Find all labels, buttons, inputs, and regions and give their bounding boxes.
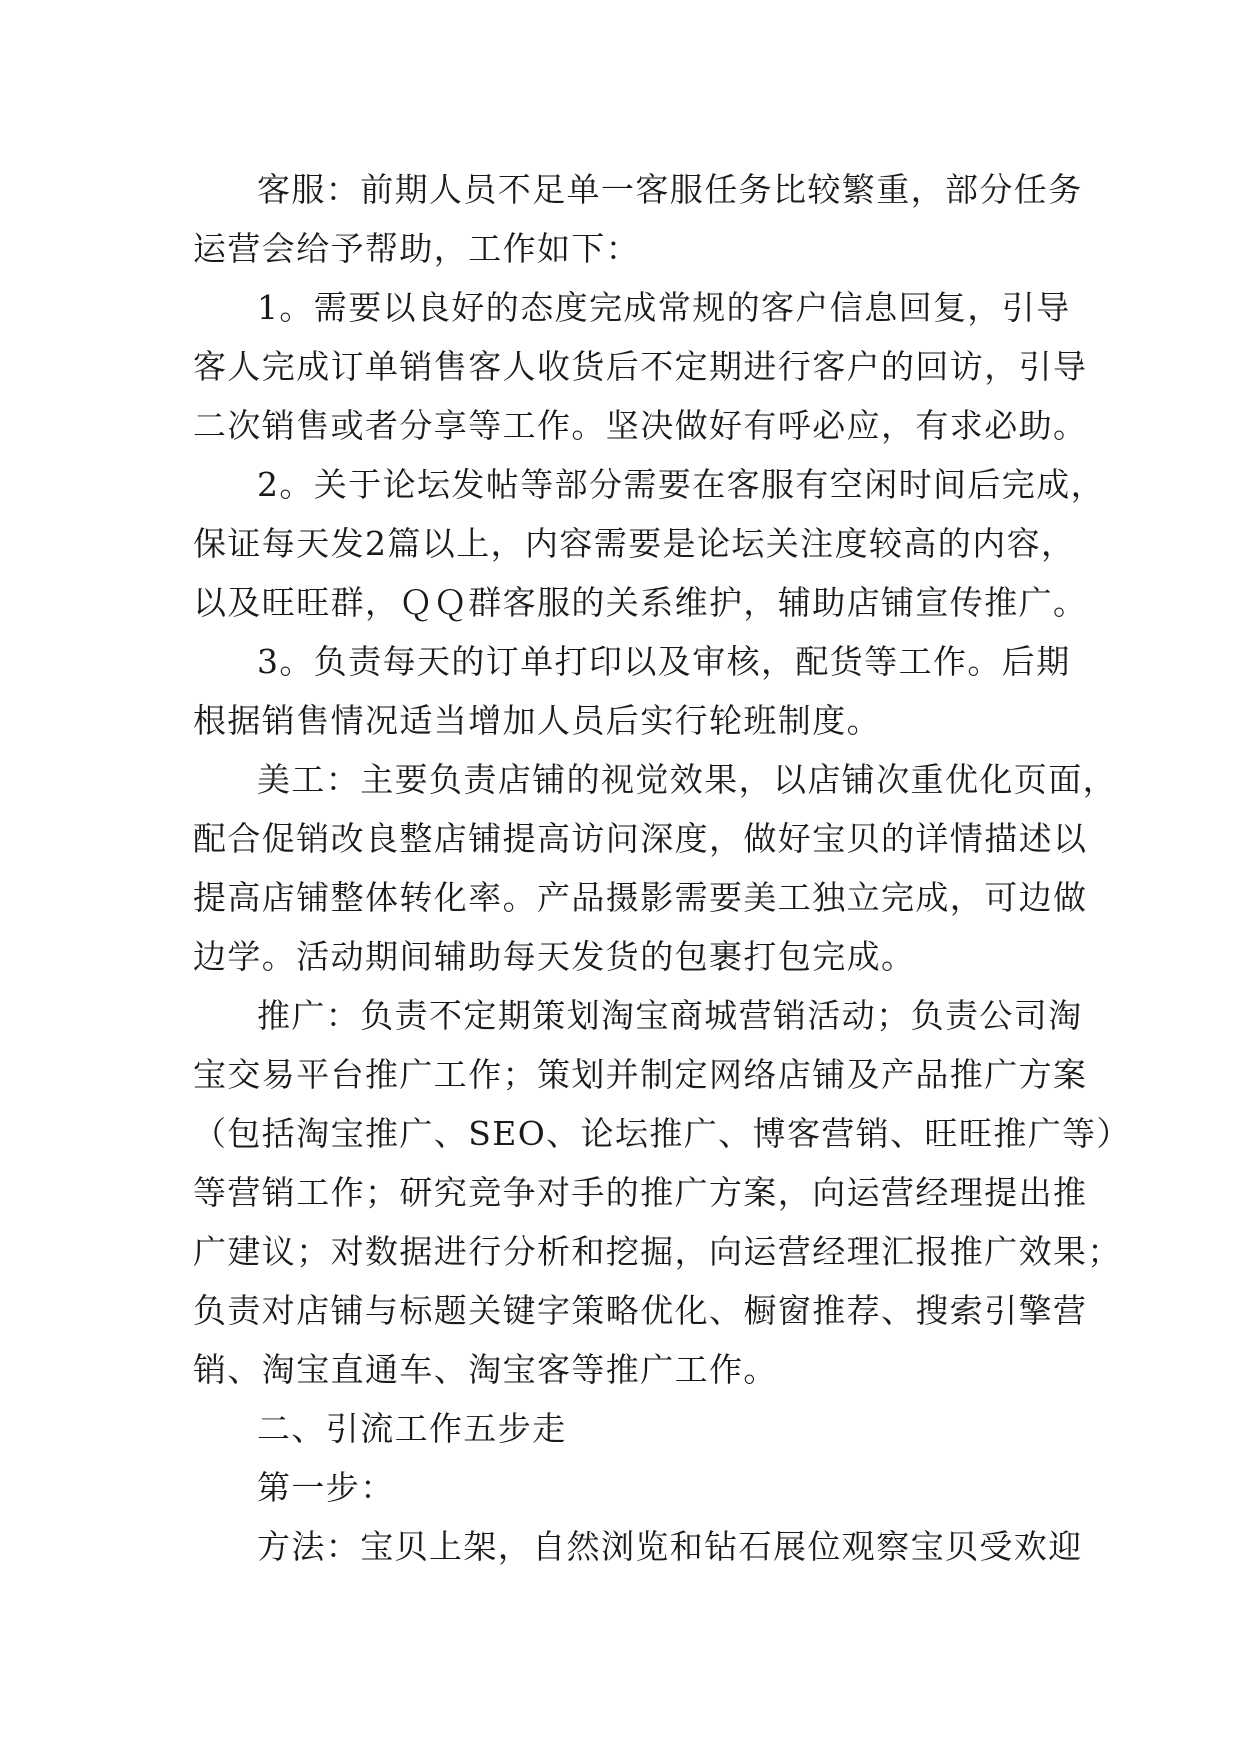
text-line: 方法：宝贝上架，自然浏览和钻石展位观察宝贝受欢迎: [257, 1527, 1083, 1566]
section-heading: 二、引流工作五步走: [257, 1409, 567, 1448]
text-line: 销、淘宝直通车、淘宝客等推广工作。: [193, 1350, 778, 1389]
document-body: [193, 160, 1131, 1576]
text-line: 根据销售情况适当增加人员后实行轮班制度。: [193, 701, 881, 740]
text-line: 以及旺旺群，ＱＱ群客服的关系维护，辅助店铺宣传推广。: [193, 583, 1088, 622]
text-line: 1。需要以良好的态度完成常规的客户信息回复，引导: [257, 288, 1071, 327]
text-line: （包括淘宝推广、SEO、论坛推广、博客营销、旺旺推广等）: [193, 1114, 1131, 1153]
text-line: 边学。活动期间辅助每天发货的包裹打包完成。: [193, 937, 916, 976]
text-line: 运营会给予帮助，工作如下：: [193, 229, 641, 268]
text-line: 美工：主要负责店铺的视觉效果，以店铺次重优化页面，: [257, 760, 1117, 799]
text-line: 广建议；对数据进行分析和挖掘，向运营经理汇报推广效果；: [193, 1232, 1122, 1271]
text-line: 等营销工作；研究竞争对手的推广方案，向运营经理提出推: [193, 1173, 1088, 1212]
text-line: 提高店铺整体转化率。产品摄影需要美工独立完成，可边做: [193, 878, 1088, 917]
text-line: 负责对店铺与标题关键字策略优化、橱窗推荐、搜索引擎营: [193, 1291, 1088, 1330]
text-line: 客服：前期人员不足单一客服任务比较繁重，部分任务: [257, 170, 1083, 209]
step-heading: 第一步：: [257, 1468, 395, 1507]
text-line: 二次销售或者分享等工作。坚决做好有呼必应，有求必助。: [193, 406, 1088, 445]
text-line: 推广：负责不定期策划淘宝商城营销活动；负责公司淘: [257, 996, 1083, 1035]
text-line: 3。负责每天的订单打印以及审核，配货等工作。后期: [257, 642, 1071, 681]
text-line: 保证每天发2篇以上，内容需要是论坛关注度较高的内容，: [193, 524, 1076, 563]
text-line: 2。关于论坛发帖等部分需要在客服有空闲时间后完成，: [257, 465, 1105, 504]
text-line: 配合促销改良整店铺提高访问深度，做好宝贝的详情描述以: [193, 819, 1088, 858]
text-line: 客人完成订单销售客人收货后不定期进行客户的回访，引导: [193, 347, 1088, 386]
text-line: 宝交易平台推广工作；策划并制定网络店铺及产品推广方案: [193, 1055, 1088, 1094]
